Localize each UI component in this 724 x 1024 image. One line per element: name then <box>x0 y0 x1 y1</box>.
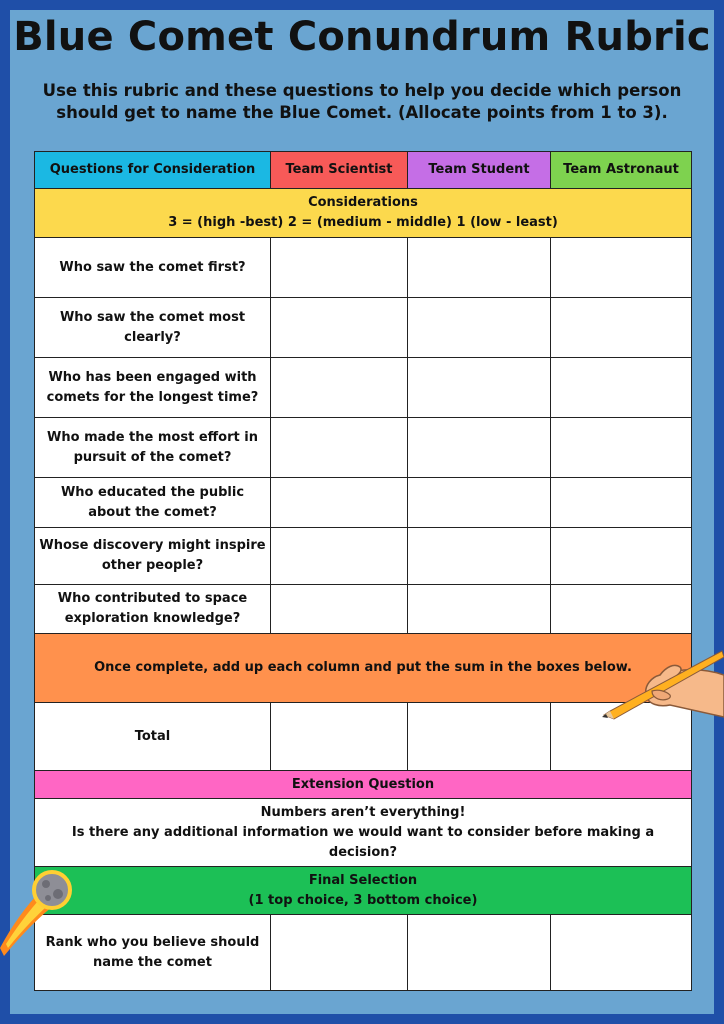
rank-row <box>35 915 692 991</box>
table-row <box>35 528 692 585</box>
score-cell-student[interactable] <box>408 358 551 418</box>
considerations-scale: 3 = (high -best) 2 = (medium - middle) 1 (low - least) <box>168 215 558 230</box>
score-cell-astronaut[interactable] <box>551 418 692 478</box>
score-cell-student[interactable] <box>408 528 551 585</box>
table-row <box>35 298 692 358</box>
table-row <box>35 238 692 298</box>
score-cell-student[interactable] <box>408 238 551 298</box>
score-cell-scientist[interactable] <box>271 585 408 634</box>
score-cell-astronaut[interactable] <box>551 298 692 358</box>
header-team-student: Team Student <box>408 152 551 189</box>
score-cell-student[interactable] <box>408 298 551 358</box>
question-cell: Whose discovery might inspire other people? <box>35 528 271 585</box>
question-cell: Who made the most effort in pursuit of the comet? <box>35 418 271 478</box>
header-questions: Questions for Consideration <box>35 152 271 189</box>
rank-cell-scientist[interactable] <box>271 915 408 991</box>
question-cell: Who educated the public about the comet? <box>35 478 271 528</box>
rank-cell-student[interactable] <box>408 915 551 991</box>
sum-instruction: Once complete, add up each column and put the sum in the boxes below. <box>35 634 692 703</box>
total-cell-student[interactable] <box>408 703 551 771</box>
score-cell-astronaut[interactable] <box>551 478 692 528</box>
rubric-table <box>34 151 692 991</box>
question-cell: Who saw the comet most clearly? <box>35 298 271 358</box>
total-cell-scientist[interactable] <box>271 703 408 771</box>
score-cell-astronaut[interactable] <box>551 358 692 418</box>
score-cell-scientist[interactable] <box>271 238 408 298</box>
table-row <box>35 358 692 418</box>
score-cell-scientist[interactable] <box>271 298 408 358</box>
table-row <box>35 478 692 528</box>
rank-cell-astronaut[interactable] <box>551 915 692 991</box>
extension-title: Extension Question <box>35 771 692 799</box>
table-row <box>35 585 692 634</box>
header-team-astronaut: Team Astronaut <box>551 152 692 189</box>
score-cell-scientist[interactable] <box>271 358 408 418</box>
score-cell-student[interactable] <box>408 478 551 528</box>
final-selection-subtitle: (1 top choice, 3 bottom choice) <box>248 892 478 908</box>
table-row <box>35 418 692 478</box>
extension-line-1: Numbers aren’t everything! <box>260 804 466 820</box>
total-row <box>35 703 692 771</box>
header-team-scientist: Team Scientist <box>271 152 408 189</box>
header-row <box>35 152 692 189</box>
score-cell-astronaut[interactable] <box>551 528 692 585</box>
page-title: Blue Comet Conundrum Rubric <box>13 14 711 60</box>
score-cell-student[interactable] <box>408 585 551 634</box>
score-cell-scientist[interactable] <box>271 418 408 478</box>
extension-header-row <box>35 771 692 799</box>
hand-writing-pencil-icon <box>600 645 724 735</box>
score-cell-scientist[interactable] <box>271 478 408 528</box>
considerations-title: Considerations <box>308 195 418 210</box>
question-cell: Who has been engaged with comets for the longest time? <box>35 358 271 418</box>
extension-question[interactable] <box>35 799 692 867</box>
considerations-row <box>35 189 692 238</box>
question-cell: Who contributed to space exploration knowledge? <box>35 585 271 634</box>
considerations-cell <box>35 189 692 238</box>
rank-label: Rank who you believe should name the comet <box>35 915 271 991</box>
comet-icon <box>0 870 80 960</box>
extension-line-2: Is there any additional information we would want to consider before making a decision? <box>71 824 655 860</box>
score-cell-astronaut[interactable] <box>551 585 692 634</box>
extension-question-row <box>35 799 692 867</box>
final-selection-cell <box>35 867 692 915</box>
final-selection-row <box>35 867 692 915</box>
score-cell-astronaut[interactable] <box>551 238 692 298</box>
intro-text: Use this rubric and these questions to help you decide which person should get to name the Blue Comet. (Allocate points from 1 to 3). <box>42 81 682 122</box>
final-selection-title: Final Selection <box>308 872 418 888</box>
total-label: Total <box>35 703 271 771</box>
question-cell: Who saw the comet first? <box>35 238 271 298</box>
score-cell-scientist[interactable] <box>271 528 408 585</box>
sum-instruction-row <box>35 634 692 703</box>
score-cell-student[interactable] <box>408 418 551 478</box>
